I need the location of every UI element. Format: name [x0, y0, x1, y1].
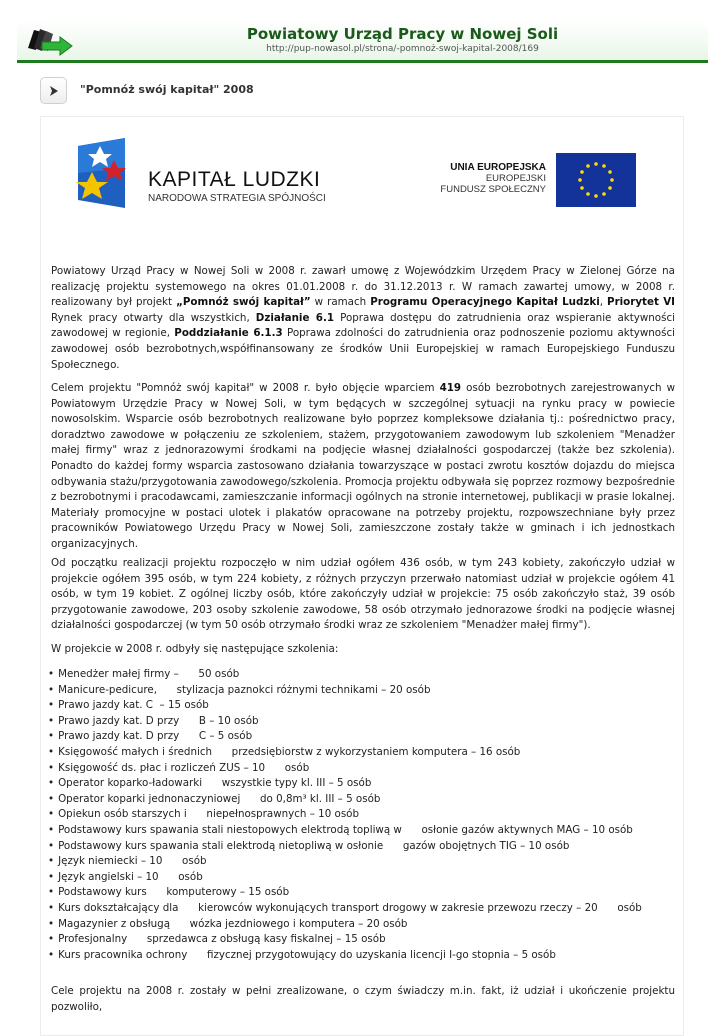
header-divider — [17, 60, 708, 63]
play-arrow-icon — [49, 85, 59, 97]
list-item: • Kurs pracownika ochrony fizycznej przygotowujący do uzyskania licencji I-go stopnia – 5 osób — [48, 948, 642, 964]
page-nav-button[interactable] — [40, 77, 67, 104]
list-item: • Księgowość ds. płac i rozliczeń ZUS – 10 osób — [48, 761, 642, 777]
list-item: • Operator koparki jednonaczyniowej do 0,8m³ kl. III – 5 osób — [48, 792, 642, 808]
eu-line-1: EUROPEJSKI — [485, 173, 546, 184]
paragraph-agreement: Powiatowy Urząd Pracy w Nowej Soli w 2008 r. zawarł umowę z Wojewódzkim Urzędem Pracy w Zielonej Górze na realizację projektu systemowego na okres 01.01.2008 r. do 31.12.2013 r. W ramach zawartej umowy, w 2008 r. realizowany był projekt „Pomnóż swój kapitał” w ramach Programu Operacyjnego Kapitał Ludzki, Priorytet VI Rynek pracy otwarty dla wszystkich, Działanie 6.1 Poprawa dostępu do zatrudnienia oraz wspieranie aktywności zawodowej w regionie, Poddziałanie 6.1.3 Poprawa zdolności do zatrudnienia oraz podnoszenie poziomu aktywności zawodowej osób bezrobotnych,współfinansowany ze środków Unii Europejskiej w ramach Europejskiego Funduszu Społecznego. — [51, 265, 676, 371]
paragraph-participation: Od początku realizacji projektu rozpoczęło w nim udział ogółem 436 osób, w tym 243 kobiety, zakończyło udział w projekcie ogółem 395 osób, w tym 224 kobiety, z różnych przyczyn przerwało natomiast udział w projekcie ogółem 41 osób, w tym 19 kobiet. Z ogólnej liczby osób, które zakończyły udział w projekcie: 75 osób zakończyło staż, 39 osób przygotowanie zawodowe, 203 osoby szkolenie zawodowe, 58 osób otrzymało jednorazowe środki na podjęcie własnej działalności gospodarczej (w tym 50 osób otrzymało środki wraz ze szkoleniem "Menadżer małej firmy"). — [51, 557, 675, 632]
paragraph-trainings-intro: W projekcie w 2008 r. odbyły się następujące szkolenia: — [51, 643, 339, 655]
list-item: • Podstawowy kurs spawania stali elektrodą nietopliwą w osłonie gazów obojętnych TIG – 10 osób — [48, 839, 642, 855]
list-item: • Księgowość małych i średnich przedsiębiorstw z wykorzystaniem komputera – 16 osób — [48, 745, 642, 761]
list-item: • Język angielski – 10 osób — [48, 870, 642, 886]
kapital-ludzki-logo-icon — [70, 138, 130, 208]
list-item: • Prawo jazdy kat. D przy B – 10 osób — [48, 714, 642, 730]
page-title: "Pomnóż swój kapitał" 2008 — [80, 83, 254, 96]
paragraph-goal: Celem projektu "Pomnóż swój kapitał" w 2008 r. było objęcie wparciem 419 osób bezrobotnych zarejestrowanych w Powiatowym Urzędzie Pracy w Nowej Soli, w tym będących w szczególnej sytuacji na rynku pracy w powiecie nowosolskim. Wsparcie osób bezrobotnych realizowane było poprzez kompleksowe działania tj.: pośrednictwo pracy, doradztwo zawodowe w połączeniu ze szkoleniem, stażem, przygotowaniem zawodowym lub szkoleniem "Menadżer małej firmy" wraz z jednorazowymi środkami na podjęcie własnej działalności gospodarczej (także bez szkolenia). Ponadto do każdej formy wsparcia zastosowano działania towarzyszące w postaci zwrotu kosztów dojazdu do miejsca odbywania stażu/przygotowania zawodowego/szkolenia. Promocja projektu odbywała się poprzez rozmowy bezpośrednie z bezrobotnymi i pracodawcami, zamieszczanie informacji ogólnych na stronie internetowej, publikacji w prasie lokalnej. Materiały promocyjne w postaci ulotek i plakatów opracowane na potrzeby projektu, rozpowszechniane były przez pracowników Powiatowego Urzędu Pracy w Nowej Soli, zamieszczone zostały także w gminach i ich jednostkach organizacyjnych. — [51, 382, 675, 550]
list-item: • Manicure-pedicure, stylizacja paznokci różnymi technikami – 20 osób — [48, 683, 642, 699]
list-item: • Profesjonalny sprzedawca z obsługą kasy fiskalnej – 15 osób — [48, 932, 642, 948]
list-item: • Podstawowy kurs komputerowy – 15 osób — [48, 885, 642, 901]
list-item: • Operator koparko-ładowarki wszystkie typy kl. III – 5 osób — [48, 776, 642, 792]
trainings-list — [48, 667, 642, 963]
kapital-ludzki-subtitle: NARODOWA STRATEGIA SPÓJNOŚCI — [148, 193, 326, 204]
list-item: • Opiekun osób starszych i niepełnosprawnych – 10 osób — [48, 807, 642, 823]
eu-title: UNIA EUROPEJSKA — [450, 162, 546, 173]
site-title: Powiatowy Urząd Pracy w Nowej Soli — [246, 25, 559, 43]
eu-flag-icon — [556, 153, 636, 207]
list-item: • Magazynier z obsługą wózka jezdniowego i komputera – 20 osób — [48, 917, 642, 933]
list-item: • Podstawowy kurs spawania stali niestopowych elektrodą topliwą w osłonie gazów aktywnych MAG – 10 osób — [48, 823, 642, 839]
list-item: • Kurs dokształcający dla kierowców wykonujących transport drogowy w zakresie przewozu rzeczy – 20 osób — [48, 901, 642, 917]
eu-line-2: FUNDUSZ SPOŁECZNY — [440, 184, 546, 195]
eu-text-block — [428, 162, 546, 195]
list-item: • Język niemiecki – 10 osób — [48, 854, 642, 870]
list-item: • Menedżer małej firmy – 50 osób — [48, 667, 642, 683]
page-url[interactable]: http://pup-nowasol.pl/strona/-pomnoż-swoj-kapital-2008/169 — [266, 44, 539, 54]
paragraph-results: Cele projektu na 2008 r. zostały w pełni zrealizowane, o czym świadczy m.in. fakt, iż udział i ukończenie projektu pozwoliło, — [51, 985, 675, 1013]
list-item: • Prawo jazdy kat. C – 15 osób — [48, 698, 642, 714]
funding-banner — [70, 138, 640, 208]
kapital-ludzki-title: KAPITAŁ LUDZKI — [148, 168, 321, 191]
list-item: • Prawo jazdy kat. D przy C – 5 osób — [48, 729, 642, 745]
